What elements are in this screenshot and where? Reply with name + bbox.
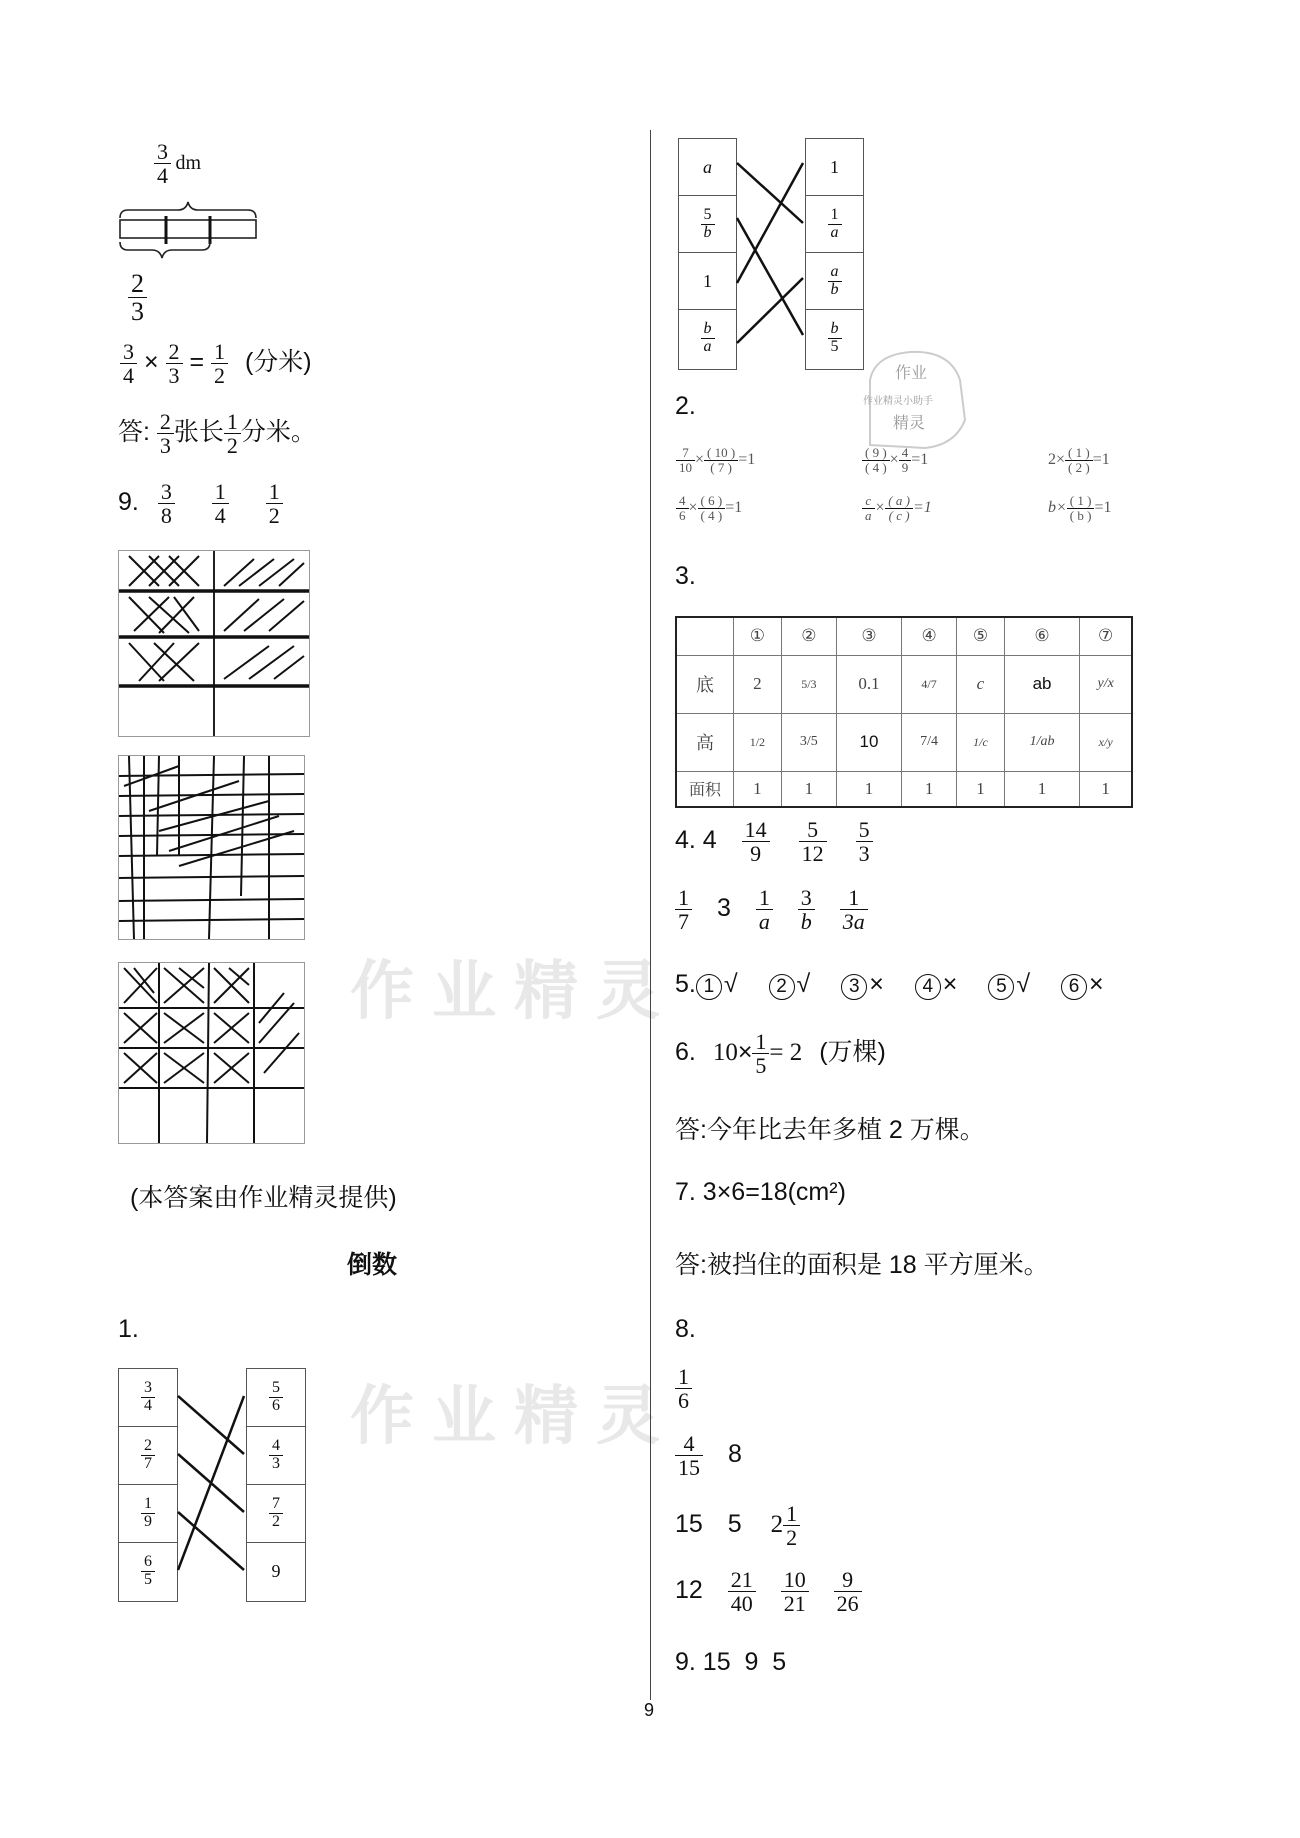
q8-row-1: $\frac{1}{6}$ — [675, 1365, 692, 1412]
q4-line-1: 4. 4 $\frac{14}{9}$ $\frac{5}{12}$ $\frac{5}{3}$ — [675, 818, 873, 865]
q2-eq-1: $\frac{7}{10}$ × $\frac{( 10 )}{( 7 )}$ =1 — [676, 446, 755, 474]
q7-line: 7. 3×6=18(cm²) — [675, 1178, 846, 1206]
q2-eq-6: b× $\frac{( 1 )}{( b )}$ =1 — [1048, 493, 1112, 523]
q9-line: 9. 15 9 5 — [675, 1648, 787, 1676]
match-lines-2 — [735, 138, 805, 368]
diagram-bottom-fraction: $\frac{2}{3}$ — [128, 270, 147, 326]
answer-line: 答: $\frac{2}{3}$ 张长 $\frac{1}{2}$ 分米。 — [118, 409, 316, 459]
table-header: ⑦ — [1080, 617, 1132, 655]
match-right-col-1: $\frac{5}{6}$ $\frac{4}{3}$ $\frac{7}{2}$ 9 — [246, 1368, 306, 1602]
bar-with-braces — [118, 198, 268, 268]
length-diagram — [118, 140, 268, 340]
diagram-top-fraction: $\frac{3}{4}$ — [154, 140, 171, 187]
q2-eq-5: $\frac{c}{a}$ × $\frac{( a )}{( c )}$ =1 — [862, 494, 932, 522]
watermark-1: 作业精灵 — [350, 954, 678, 1029]
table-header: ⑤ — [957, 617, 1004, 655]
table-header: ① — [734, 617, 782, 655]
q6-line: 6. 10× $\frac{1}{5}$ = 2 (万棵) — [675, 1029, 886, 1079]
column-divider — [650, 130, 651, 1700]
q8-row-4: 12 $\frac{21}{40}$ $\frac{10}{21}$ $\frac{9}{26}$ — [675, 1568, 862, 1615]
q3-label: 3. — [675, 562, 696, 590]
q4-line-2: $\frac{1}{7}$ 3 $\frac{1}{a}$ $\frac{3}{b}$ $\frac{1}{3a}$ — [675, 886, 868, 933]
shaded-grid-2 — [118, 755, 305, 940]
watermark-2: 作业精灵 — [350, 1379, 678, 1454]
diagram-unit: dm — [175, 152, 202, 175]
stamp-seal: 作业 作业精灵小助手 精灵 — [855, 350, 970, 450]
table-header: ④ — [902, 617, 957, 655]
q2-eq-2: $\frac{( 9 )}{( 4 )}$ × $\frac{4}{9}$ =1 — [862, 446, 928, 474]
q7-answer: 答:被挡住的面积是 18 平方厘米。 — [675, 1251, 1049, 1279]
table-header: ③ — [836, 617, 901, 655]
q8-label: 8. — [675, 1315, 696, 1343]
q1-label: 1. — [118, 1315, 139, 1343]
q2-label: 2. — [675, 392, 696, 420]
section-title: 倒数 — [347, 1251, 398, 1279]
page-number: 9 — [644, 1700, 655, 1720]
match-right-col-2: 1 $\frac{1}{a}$ $\frac{a}{b}$ $\frac{b}{5}$ — [805, 138, 864, 370]
table-row-height: 高 1/2 3/5 10 7/4 1/c 1/ab x/y — [676, 713, 1132, 771]
table-row-area: 面积 1 1 1 1 1 1 1 — [676, 771, 1132, 807]
match-left-col-2: a $\frac{5}{b}$ 1 $\frac{b}{a}$ — [678, 138, 737, 370]
match-left-col-1: $\frac{3}{4}$ $\frac{2}{7}$ $\frac{1}{9}$ $\frac{6}{5}$ — [118, 1368, 178, 1602]
left-q9: 9. $\frac{3}{8}$ $\frac{1}{4}$ $\frac{1}{2}$ — [118, 480, 283, 527]
q5-line: 5. 1 √ 2 √ 3 × 4 × 5 √ 6 × — [675, 970, 1104, 998]
q8-row-3: 15 5 2 $\frac{1}{2}$ — [675, 1502, 800, 1549]
table-header: ⑥ — [1004, 617, 1080, 655]
q2-eq-3: 2× $\frac{( 1 )}{( 2 )}$ =1 — [1048, 445, 1110, 475]
credit-note: (本答案由作业精灵提供) — [130, 1184, 397, 1212]
q6-answer: 答:今年比去年多植 2 万棵。 — [675, 1116, 985, 1144]
q2-eq-4: $\frac{4}{6}$ × $\frac{( 6 )}{( 4 )}$ =1 — [676, 494, 742, 522]
shaded-grid-3 — [118, 962, 305, 1144]
table-header — [676, 617, 734, 655]
calc-line: $\frac{3}{4}$ × $\frac{2}{3}$ = $\frac{1}{2}$ (分米) — [120, 340, 312, 387]
area-table — [675, 616, 1133, 808]
match-lines-1 — [176, 1368, 246, 1600]
table-header: ② — [781, 617, 836, 655]
q8-row-2: $\frac{4}{15}$ 8 — [675, 1432, 742, 1479]
shaded-grid-1 — [118, 550, 310, 737]
table-row-base: 底 2 5/3 0.1 4/7 c ab y/x — [676, 655, 1132, 713]
